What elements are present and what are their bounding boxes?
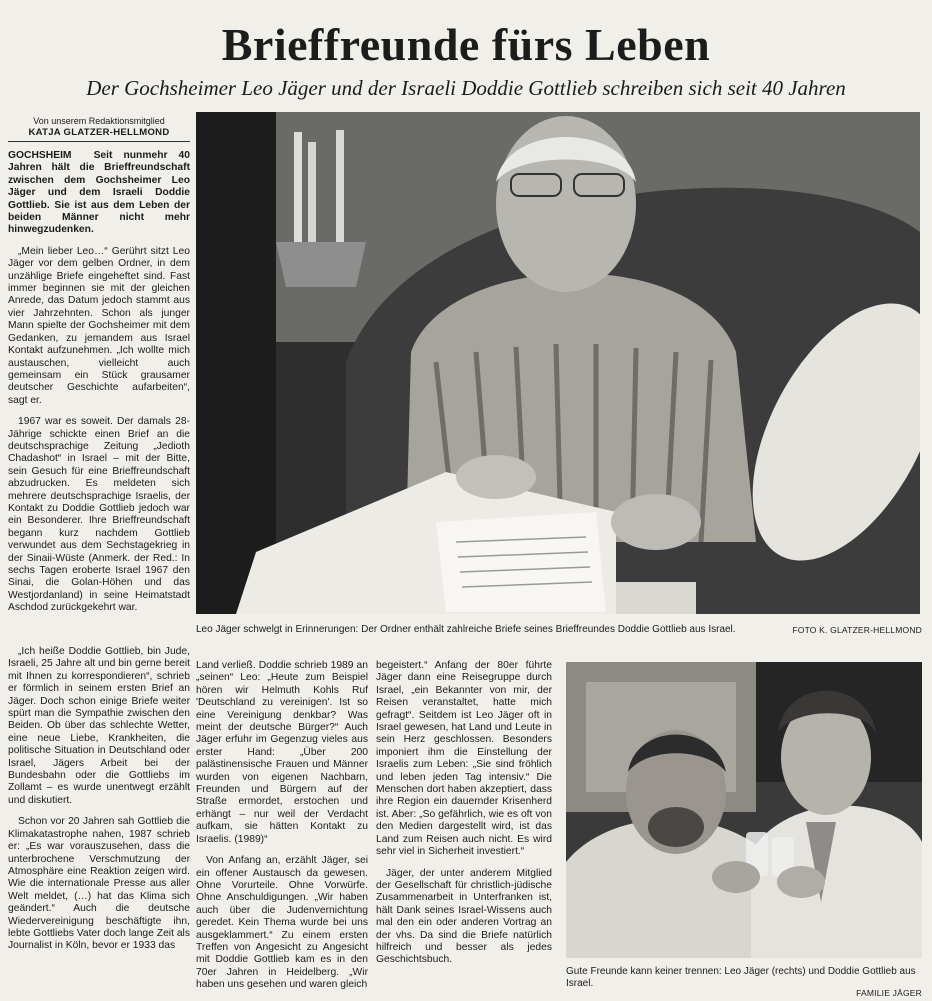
- column-1-lower: [8, 646, 190, 962]
- dateline: GOCHSHEIM: [8, 150, 72, 161]
- paragraph: Von Anfang an, erzählt Jäger, sei ein offener Austausch da gewesen. Ohne Vorurteile. Ohne Vorwürfe. Ohne Anschuldigungen. „Wir haben auch über die Judenvernichtung geredet. Kein Thema wurde bei uns ausgeklammert.“ Zu einem ersten Treffen von Angesicht zu Angesicht mit Doddie Gottlieb kam es in den 70er Jahren in Heidelberg. „Wir haben uns gesehen und waren gleich: [196, 855, 368, 991]
- paragraph: Jäger, der unter anderem Mitglied der Gesellschaft für christlich-jüdische Zusammenarbeit in Unterfranken ist, hält Dank seines Israel-Wissens auch mal den ein oder anderen Vortrag an der vhs. Da sind die Briefe natürlich hilfreich und besser als jedes Geschichtsbuch.: [376, 867, 552, 966]
- secondary-photo: [566, 662, 922, 958]
- main-photo: [196, 112, 920, 614]
- main-photo-caption: Leo Jäger schwelgt in Erinnerungen: Der Ordner enthält zahlreiche Briefe seines Brieffreundes Doddie Gottlieb aus Israel.: [196, 624, 736, 635]
- headline: Brieffreunde fürs Leben: [221, 19, 711, 70]
- main-photo-illustration: [196, 112, 920, 614]
- byline: [8, 116, 190, 138]
- paragraph: begeistert.“ Anfang der 80er führte Jäger dann eine Reisegruppe durch Israel, „ein Bekannter von mir, der Reisen veranstaltet, hatte mich gefragt“. Seitdem ist Leo Jäger oft in Israel gewesen, hat Land und Leute in sein Herz geschlossen. Besonders imponiert ihm die Einstellung der Israelis zum Leben: „Sie sind fröhlich und leben jeden Tag intensiv.“ Die Menschen dort haben akzeptiert, dass ihre Region ein dauernder Krisenherd ist. Aber: „So gefährlich, wie es oft von den Medien dargestellt wird, ist das Land zum Reisen auch nicht. Es wird sehr viel in Sicherheit investiert.“: [376, 660, 552, 858]
- column-3: [376, 660, 552, 976]
- secondary-photo-credit: FAMILIE JÄGER: [856, 988, 922, 998]
- paragraph: Schon vor 20 Jahren sah Gottlieb die Klimakatastrophe nahen, 1987 schrieb er: „Es war vorauszusehen, dass die unterbrochene Verschmutzung der Atmosphäre eine Reaktion zeigen wird. Wie die internationale Presse aus aller Welt meldet, (…) hat das Klima sich geändert.“ Auch die deutsche Wiedervereinigung beschäftigte ihn, lebte Gottliebs Vater doch lange Zeit als Journalist in Köln, bevor er 1933 das: [8, 816, 190, 952]
- secondary-photo-caption: Gute Freunde kann keiner trennen: Leo Jäger (rechts) und Doddie Gottlieb aus Israel.: [566, 966, 916, 989]
- lead-text: Seit nunmehr 40 Jahren hält die Brieffreundschaft zwischen dem Gochsheimer Leo Jäger und dem Israeli Doddie Gottlieb. Sie ist aus dem Leben der beiden Männer nicht mehr hinwegzudenken.: [8, 150, 190, 236]
- subheadline: Der Gochsheimer Leo Jäger und der Israeli Doddie Gottlieb schreiben sich seit 40 Jahren: [86, 76, 846, 100]
- secondary-photo-illustration: [566, 662, 922, 958]
- paragraph: „Mein lieber Leo…“ Gerührt sitzt Leo Jäger vor dem gelben Ordner, in dem unzählige Briefe eingeheftet sind. Fast immer beginnen sie mit der gleichen Anrede, das Datum jedoch stammt aus vier Jahrzehnten. Schon als junger Mann spielte der Gochsheimer mit dem Gedanken, zu jemandem aus Israel Kontakt aufzunehmen. „Ich wollte mich austauschen, vielleicht auch gemeinsam ein Stück grausamer deutscher Geschichte aufarbeiten“, sagt er.: [8, 245, 190, 406]
- byline-role: Von unserem Redaktionsmitglied: [33, 116, 165, 126]
- column-1-upper: [8, 150, 190, 624]
- main-photo-credit: FOTO K. GLATZER-HELLMOND: [792, 625, 922, 635]
- paragraph: Land verließ. Doddie schrieb 1989 an „seinen“ Leo: „Heute zum Beispiel hören wir Helmuth Kohls Ruf 'Deutschland zu vereinigen'. Ist so eine Vereinigung denkbar? Was meint der deutsche Bürger?“ Auch Jäger erfuhr im Gegenzug vieles aus erster Hand: „Über 200 palästinensische Frauen und Männer wurden von eigenen Nachbarn, Freunden und Bürgern auf der Straße ermordet, erstochen und erhängt – nur weil der Verdacht aufkam, sie hätten Kontakt zu Israelis. (1989)“: [196, 660, 368, 845]
- byline-author: KATJA GLATZER-HELLMOND: [28, 127, 170, 138]
- paragraph: „Ich heiße Doddie Gottlieb, bin Jude, Israeli, 25 Jahre alt und bin gerne bereit mit Ihnen zu korrespondieren“, schrieb er förmlich in seinem ersten Brief an Jäger. Doch schon einige Briefe weiter spürt man die Sympathie zwischen den Beiden. Ob über das schlechte Wetter, eine neue Liebe, Krankheiten, die politische Situation in Deutschland oder Israel, Jägers Arbeit bei der Bundesbahn oder die Gottliebs im Zollamt – es wurde unentwegt erzählt und diskutiert.: [8, 646, 190, 806]
- column-2: [196, 660, 368, 1001]
- byline-rule: [8, 141, 190, 142]
- lead-paragraph: [8, 150, 190, 237]
- paragraph: 1967 war es soweit. Der damals 28-Jährige schickte einen Brief an die deutschsprachige Zeitung „Jedioth Chadashot“ in Israel – mit der Bitte, sein Gesuch für eine Brieffreundschaft abzudrucken. Es meldeten sich mehrere deutschsprachige Israelis, der Kontakt zu Doddie Gottlieb jedoch war ein Besonderer. Ihre Brieffreundschaft begann kurz nachdem Gottlieb verwundet aus dem Sechstagekrieg in der Sinaii-Wüste (Anmerk. der Red.: In sechs Tagen eroberte Israel 1967 den Sinai, die Golan-Höhen und das Westjordanland) in seine Heimatstadt Aschdod zurückgekehrt war.: [8, 416, 190, 614]
